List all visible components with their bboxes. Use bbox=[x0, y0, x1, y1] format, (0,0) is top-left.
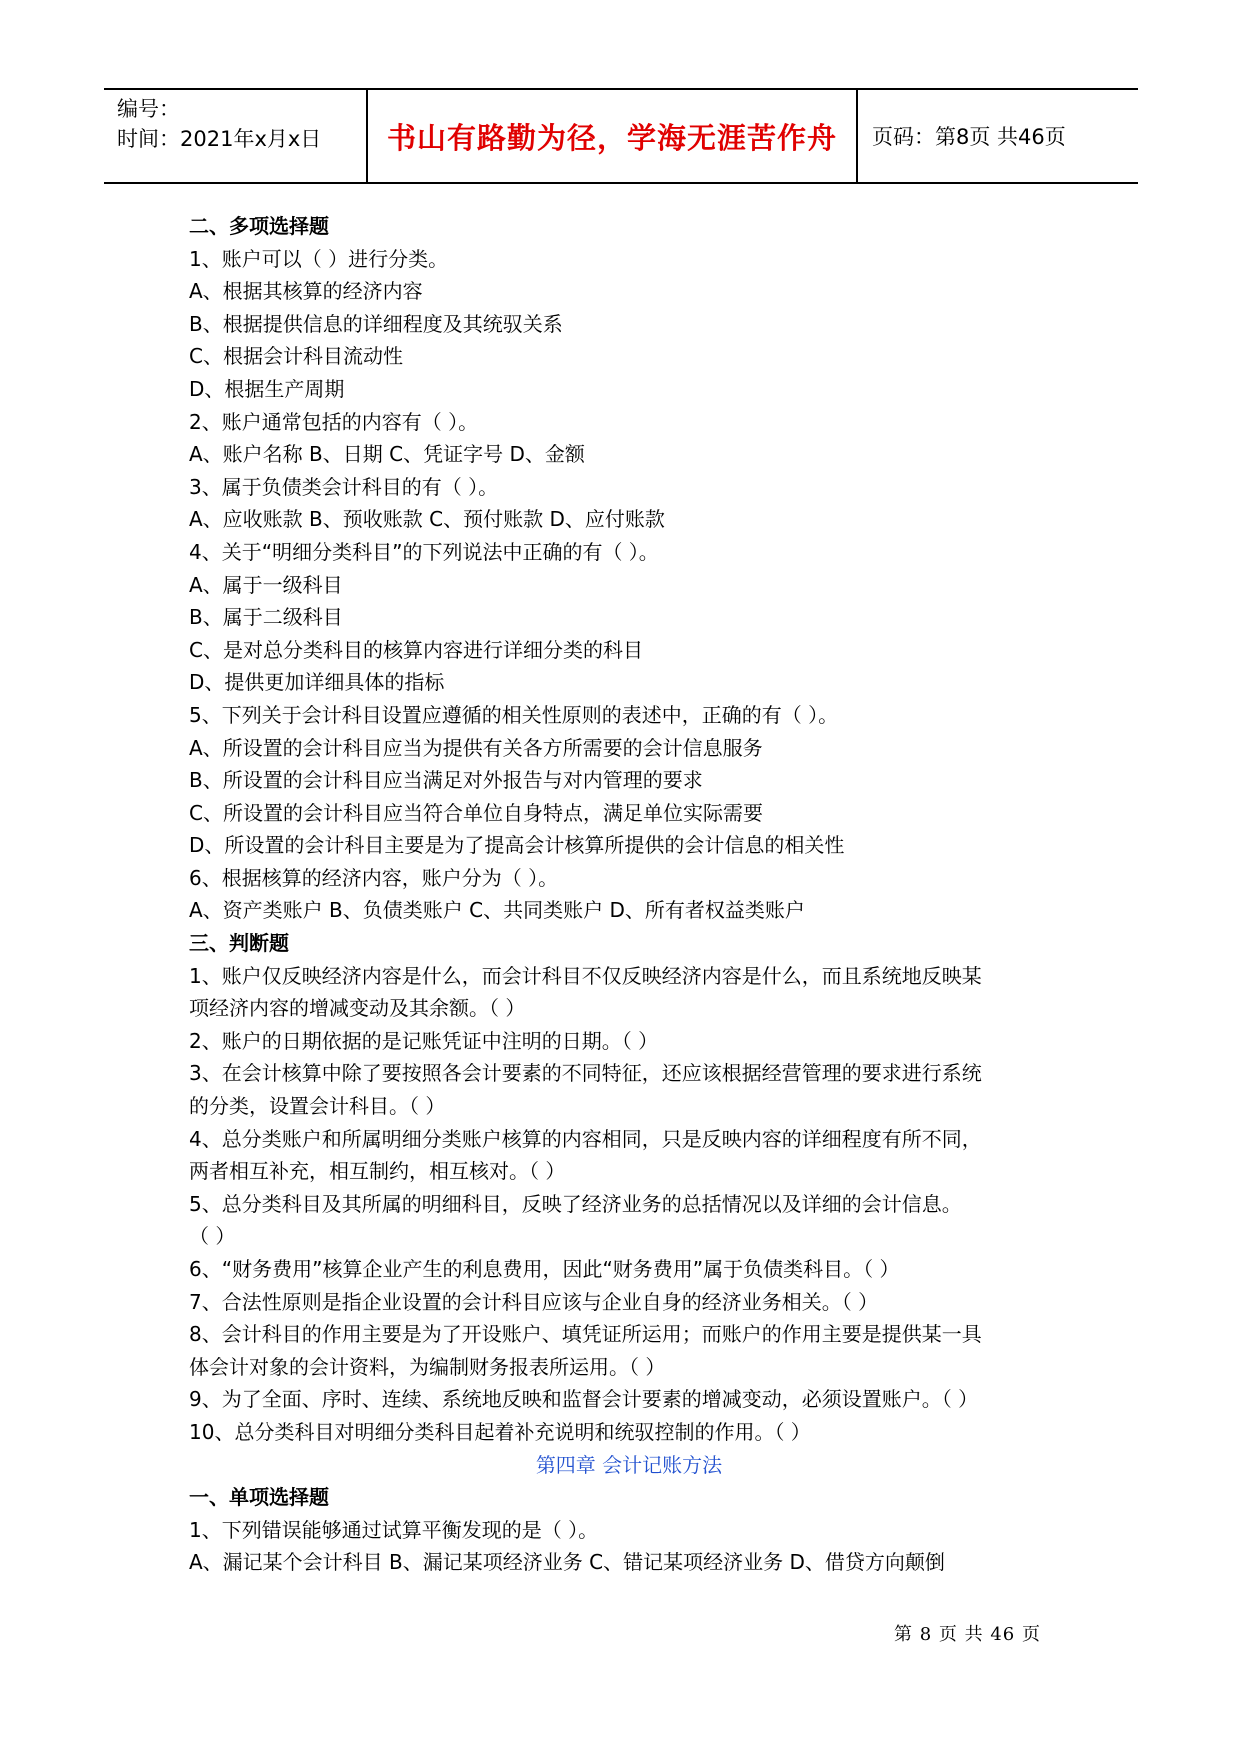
text-line: 两者相互补充，相互制约，相互核对。（ ） bbox=[189, 1159, 566, 1184]
text-line: B、所设置的会计科目应当满足对外报告与对内管理的要求 bbox=[189, 768, 703, 793]
text-line: A、资产类账户 B、负债类账户 C、共同类账户 D、所有者权益类账户 bbox=[189, 898, 805, 923]
chapter-title: 第四章 会计记账方法 bbox=[535, 1452, 723, 1477]
text-line: 4、关于“明细分类科目”的下列说法中正确的有（ ）。 bbox=[189, 539, 659, 564]
page-footer: 第 8 页 共 46 页 bbox=[894, 1624, 1041, 1645]
text-line: 4、总分类账户和所属明细分类账户核算的内容相同，只是反映内容的详细程度有所不同， bbox=[189, 1126, 982, 1151]
text-line: C、所设置的会计科目应当符合单位自身特点，满足单位实际需要 bbox=[189, 800, 763, 825]
text-line: 1、账户可以（ ）进行分类。 bbox=[189, 246, 449, 271]
text-line: 2、账户通常包括的内容有（ ）。 bbox=[189, 409, 479, 434]
text-line: A、账户名称 B、日期 C、凭证字号 D、金额 bbox=[189, 442, 585, 467]
text-line: D、所设置的会计科目主要是为了提高会计核算所提供的会计信息的相关性 bbox=[189, 833, 845, 858]
text-line: 体会计对象的会计资料，为编制财务报表所运用。（ ） bbox=[189, 1354, 666, 1379]
text-line: C、根据会计科目流动性 bbox=[189, 344, 403, 369]
text-line: 8、会计科目的作用主要是为了开设账户、填凭证所运用；而账户的作用主要是提供某一具 bbox=[189, 1322, 982, 1347]
text-line: 2、账户的日期依据的是记账凭证中注明的日期。（ ） bbox=[189, 1028, 659, 1053]
text-line: C、是对总分类科目的核算内容进行详细分类的科目 bbox=[189, 637, 643, 662]
text-line: A、应收账款 B、预收账款 C、预付账款 D、应付账款 bbox=[189, 507, 665, 532]
section-heading: 一、单项选择题 bbox=[189, 1485, 329, 1510]
text-line: 1、账户仅反映经济内容是什么，而会计科目不仅反映经济内容是什么，而且系统地反映某 bbox=[189, 963, 982, 988]
text-line: （ ） bbox=[189, 1224, 236, 1249]
text-line: 5、总分类科目及其所属的明细科目，反映了经济业务的总括情况以及详细的会计信息。 bbox=[189, 1191, 962, 1216]
text-line: A、属于一级科目 bbox=[189, 572, 343, 597]
text-line: A、漏记某个会计科目 B、漏记某项经济业务 C、错记某项经济业务 D、借贷方向颠倒 bbox=[189, 1550, 945, 1575]
document-time-label: 时间：2021年x月x日 bbox=[117, 127, 322, 151]
header-motto: 书山有路勤为径，学海无涯苦作舟 bbox=[368, 90, 858, 182]
text-line: 6、“财务费用”核算企业产生的利息费用，因此“财务费用”属于负债类科目。（ ） bbox=[189, 1257, 900, 1281]
section-heading: 三、判断题 bbox=[189, 931, 289, 956]
page-header bbox=[104, 88, 1138, 184]
text-line: 的分类，设置会计科目。（ ） bbox=[189, 1094, 446, 1119]
text-line: A、根据其核算的经济内容 bbox=[189, 279, 423, 304]
text-line: 项经济内容的增减变动及其余额。（ ） bbox=[189, 996, 526, 1021]
text-line: 9、为了全面、序时、连续、系统地反映和监督会计要素的增减变动，必须设置账户。（ ） bbox=[189, 1387, 979, 1412]
header-left-cell bbox=[104, 90, 368, 182]
document-body bbox=[189, 210, 1069, 1579]
text-line: 10、总分类科目对明细分类科目起着补充说明和统驭控制的作用。（ ） bbox=[189, 1419, 811, 1444]
text-line: 6、根据核算的经济内容，账户分为（ ）。 bbox=[189, 865, 559, 890]
text-line: 5、下列关于会计科目设置应遵循的相关性原则的表述中，正确的有（ ）。 bbox=[189, 702, 839, 727]
text-line: B、根据提供信息的详细程度及其统驭关系 bbox=[189, 311, 563, 336]
header-page-label: 页码：第8页 共46页 bbox=[872, 125, 1066, 149]
text-line: 1、下列错误能够通过试算平衡发现的是（ ）。 bbox=[189, 1517, 599, 1542]
text-line: D、提供更加详细具体的指标 bbox=[189, 670, 445, 695]
document-number-label: 编号： bbox=[117, 97, 180, 121]
section-heading: 二、多项选择题 bbox=[189, 214, 329, 238]
text-line: 3、属于负债类会计科目的有（ ）。 bbox=[189, 474, 499, 499]
text-line: 7、合法性原则是指企业设置的会计科目应该与企业自身的经济业务相关。（ ） bbox=[189, 1289, 879, 1314]
text-line: B、属于二级科目 bbox=[189, 605, 343, 630]
text-line: A、所设置的会计科目应当为提供有关各方所需要的会计信息服务 bbox=[189, 735, 763, 760]
text-line: 3、在会计核算中除了要按照各会计要素的不同特征，还应该根据经营管理的要求进行系统 bbox=[189, 1061, 982, 1086]
text-line: D、根据生产周期 bbox=[189, 376, 345, 401]
